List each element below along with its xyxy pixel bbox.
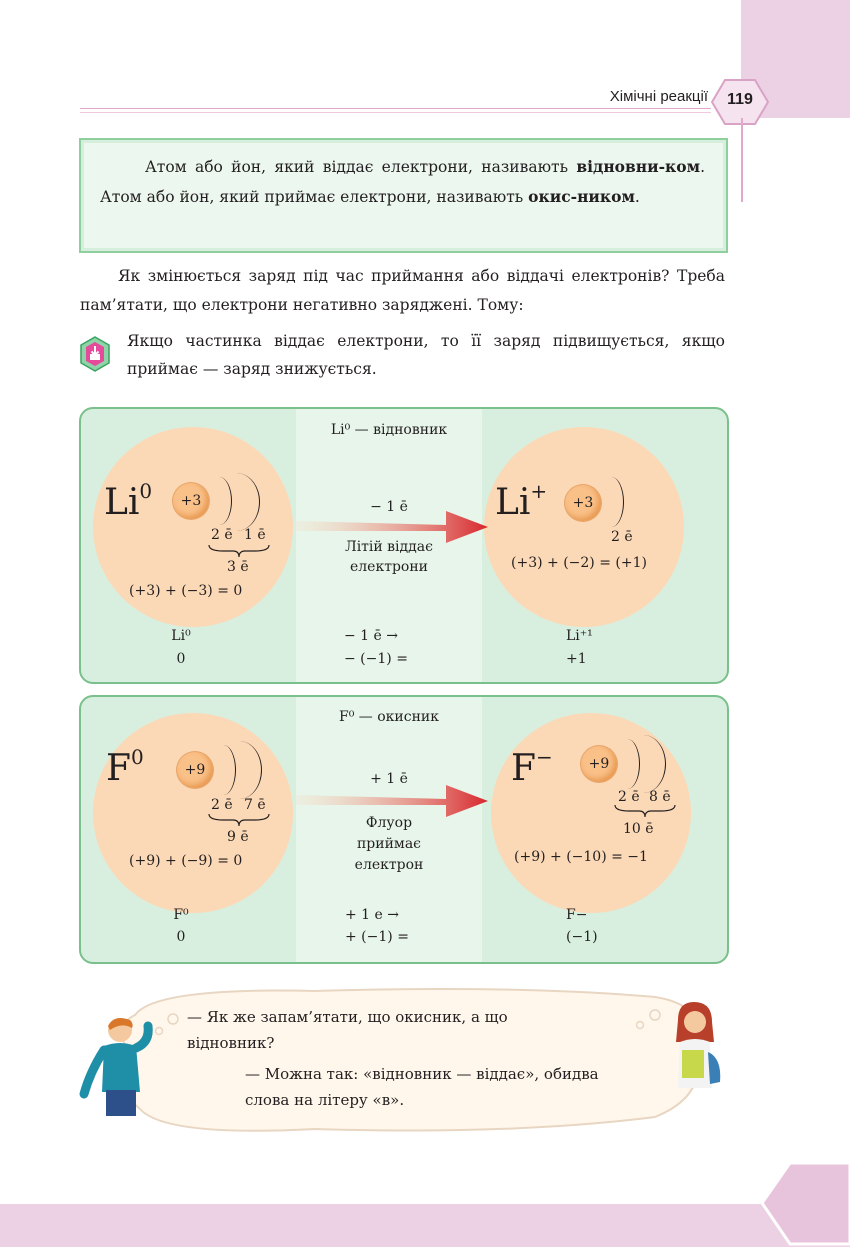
nucleus-left: +9 (177, 752, 213, 788)
fluorine-symbol-left (106, 745, 144, 789)
symbol-charge: 0 (130, 745, 144, 769)
electron-shell-2 (213, 473, 260, 531)
header-rule (80, 108, 711, 109)
shell1-electrons: 2 ē (618, 789, 640, 805)
term-reducer: відновни-ком (576, 157, 701, 176)
fluorine-panel (79, 695, 729, 964)
page-corner-hexagon (760, 1160, 850, 1247)
summary-mid-2: − (−1) = (344, 651, 408, 667)
summary-left-2: 0 (176, 651, 186, 667)
lithium-panel (79, 407, 729, 684)
lithium-symbol-left (104, 479, 153, 523)
page-footer-band (0, 1204, 850, 1247)
symbol-text: Li (104, 482, 140, 523)
page-number: 119 (727, 91, 753, 108)
dialog-text: — Як же запам’ятати, що окисник, а що відновник? (187, 1008, 508, 1052)
brace-right (613, 803, 677, 819)
symbol-text: F (511, 748, 536, 789)
body-paragraph-text: Як змінюється заряд під час приймання або віддачі електронів? Треба пам’ятати, що електрони негативно заряджені. Тому: (80, 267, 725, 314)
fluorine-symbol-right (511, 745, 553, 789)
definition-text (100, 152, 705, 212)
lithium-title: Li⁰ — відновник (330, 422, 448, 438)
summary-left-1: F⁰ (173, 907, 189, 923)
summary-mid-1: − 1 ē → (344, 628, 399, 644)
margin-rule (741, 118, 743, 202)
electron-shell-2 (217, 741, 262, 799)
definition-part: . (634, 188, 640, 206)
brace-left (207, 543, 271, 559)
shell2-electrons: 1 ē (244, 527, 266, 543)
right-equation: (+9) + (−10) = −1 (514, 849, 648, 865)
summary-left-1: Li⁰ (171, 628, 191, 644)
definition-part: Атом або йон, який віддає електрони, називають (145, 158, 577, 176)
summary-right-2: (−1) (566, 929, 598, 945)
shell2-electrons: 8 ē (649, 789, 671, 805)
electron-shell-2 (621, 735, 666, 793)
arrow-label: − 1 ē (370, 499, 408, 515)
summary-right-2: +1 (566, 651, 587, 667)
reaction-arrow (296, 783, 491, 819)
symbol-charge: − (535, 745, 553, 769)
electron-shell-1 (599, 477, 624, 527)
total-electrons: 9 ē (227, 829, 249, 845)
arrow-text-2: приймає (356, 836, 422, 852)
dialog-line-2 (245, 1061, 645, 1113)
summary-mid-1: + 1 e → (345, 907, 400, 923)
rule-text: Якщо частинка віддає електрони, то її заряд підвищується, якщо приймає — заряд знижується. (127, 332, 725, 378)
total-electrons: 10 ē (623, 821, 654, 837)
summary-right-1: F− (566, 907, 588, 923)
symbol-text: Li (495, 482, 531, 523)
shell2-electrons: 7 ē (244, 797, 266, 813)
symbol-charge: + (530, 479, 548, 503)
summary-left-2: 0 (176, 929, 186, 945)
nucleus-left: +3 (173, 483, 209, 519)
dialog-line-1 (187, 1004, 567, 1056)
definition-part: . Атом або йон, який приймає електрони, називають (100, 158, 705, 206)
summary-mid-2: + (−1) = (345, 929, 409, 945)
nucleus-right: +3 (565, 485, 601, 521)
page-number-badge (711, 78, 769, 126)
body-paragraph (80, 262, 725, 320)
lithium-symbol-right (495, 479, 548, 523)
right-equation: (+3) + (−2) = (+1) (511, 555, 647, 571)
arrow-label: + 1 ē (370, 771, 408, 787)
left-equation: (+3) + (−3) = 0 (129, 583, 243, 599)
brace-left (207, 812, 271, 828)
shell1-electrons: 2 ē (211, 797, 233, 813)
shell1-electrons: 2 ē (211, 527, 233, 543)
arrow-text-2: електрони (349, 559, 428, 575)
total-electrons: 3 ē (227, 559, 249, 575)
girl-illustration (664, 998, 726, 1098)
arrow-text-1: Літій віддає (345, 539, 433, 555)
symbol-text: F (106, 748, 131, 789)
arrow-text-1: Флуор (365, 815, 413, 831)
fluorine-title: F⁰ — окисник (339, 709, 439, 725)
remember-icon (80, 336, 110, 372)
boy-illustration (78, 1012, 162, 1118)
nucleus-right: +9 (581, 746, 617, 782)
term-oxidizer: окис-ником (528, 187, 635, 206)
dialog-text: — Можна так: «відновник — віддає», обидва слова на літеру «в». (245, 1065, 599, 1109)
summary-right-1: Li⁺¹ (566, 628, 593, 644)
left-equation: (+9) + (−9) = 0 (129, 853, 243, 869)
shell1-electrons: 2 ē (611, 529, 633, 545)
atom-circle-right (484, 427, 684, 627)
chapter-title: Хімічні реакції (609, 88, 708, 105)
symbol-charge: 0 (139, 479, 153, 503)
arrow-text-3: електрон (354, 857, 424, 873)
header-rule-secondary (80, 112, 711, 113)
